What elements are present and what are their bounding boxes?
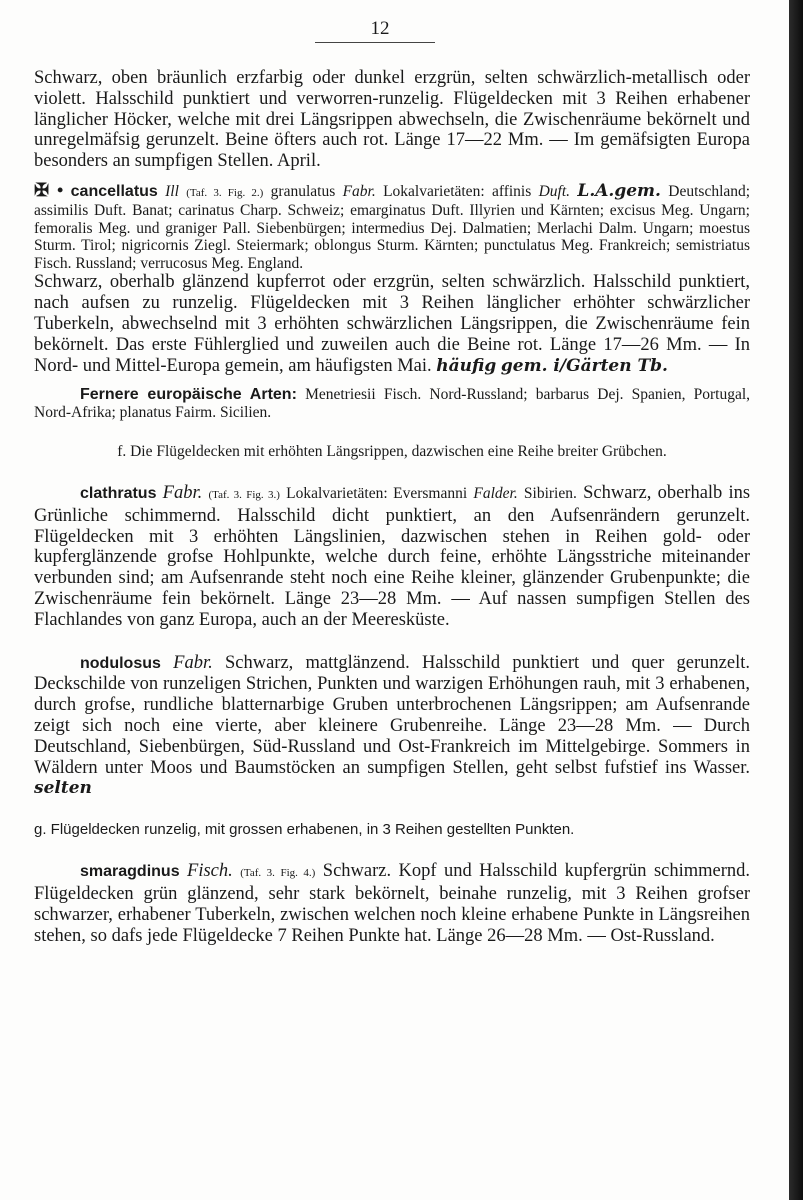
- further-species-label: Fernere europäische Arten:: [80, 386, 297, 404]
- synonym-author: Fabr.: [342, 182, 376, 200]
- entry-nodulosus: [34, 653, 750, 800]
- species-name-clathratus: clathratus: [80, 484, 157, 502]
- description: Schwarz, oberhalb ins Grünliche schimmernd. Halsschild dicht punktiert, an den Aufsenrändern gerunzelt. Flügeldecken mit 3 erhöhten Längslinien, dazwischen stehen in Reihen gold- oder kupferglänzende grofse Hohlpunkte, welche durch feine, erhöhte Längsstriche miteinander verbunden sind; am Aufsenrande steht noch eine Reihe kleiner, glänzender Grubenpunkte; die Zwischenräume fein bekörnelt. Länge 23—28 Mm. — Auf nassen sumpfigen Stellen des Flachlandes von ganz Europa, auch an der Meeresküste.: [34, 482, 751, 630]
- plate-reference: (Taf. 3. Fig. 2.): [186, 186, 264, 199]
- entry-cancellatus-head: [34, 179, 751, 273]
- entry-clathratus: [34, 483, 750, 631]
- synonym: granulatus: [270, 182, 336, 200]
- species-author: Fabr.: [162, 482, 203, 503]
- further-species: [34, 386, 750, 421]
- paragraph-intro: Schwarz, oben bräunlich erzfarbig oder dunkel erzgrün, selten schwärzlich-metallisch oder violett. Halsschild punktiert und verworren-runzelig. Flügeldecken mit 3 Reihen erhabener länglicher Höcker, welche mit drei Längsrippen abwechseln, die Zwischenräume bekörnelt und unregelmäfsig gerunzelt. Beine öfters auch rot. Länge 17—22 Mm. — Im gemäfsigten Europa besonders an sumpfigen Stellen. April.: [34, 68, 750, 172]
- further-species-text: Menetriesii Fisch. Nord-Russland; barbarus Dej. Spanien, Portugal, Nord-Afrika; planatus Fairm. Sicilien.: [34, 386, 751, 421]
- entry-smaragdinus: [34, 861, 750, 946]
- plate-reference: (Taf. 3. Fig. 4.): [240, 867, 316, 880]
- description: Schwarz, mattglänzend. Halsschild punktiert und quer gerunzelt. Deckschilde von runzeligen Strichen, Punkten und warzigen Erhöhungen rauh, mit 3 erhabenen, durch grofse, rundliche blatternarbige Gruben unterbrochenen Längsrippen; am Aufsenrande zeigt sich noch eine vierte, aber kleinere Grubenreihe. Länge 23—28 Mm. — Durch Deutschland, Siebenbürgen, Süd-Russland und Ost-Frankreich im Mittelgebirge. Sommers in Wäldern unter Moos und Baumstöcken an sumpfigen Stellen, geht selbst fufstief ins Wasser.: [34, 652, 751, 778]
- variety-place: Sibirien.: [523, 484, 577, 502]
- page-edge-shadow: [789, 0, 803, 1200]
- species-name-smaragdinus: smaragdinus: [80, 863, 180, 881]
- plate-reference: (Taf. 3. Fig. 3.): [208, 488, 280, 501]
- local-varieties-label: Lokalvarietäten: affinis: [383, 182, 532, 200]
- species-author: Fabr.: [173, 652, 213, 673]
- species-name-cancellatus: cancellatus: [70, 182, 158, 200]
- species-author: Ill: [165, 182, 179, 200]
- species-author: Fisch.: [187, 861, 233, 882]
- handwritten-note: L.A.gem.: [577, 180, 661, 201]
- varieties-list: Deutschland; assimilis Duft. Banat; carinatus Charp. Schweiz; emarginatus Duft. Illyrien und Kärnten; excisus Meg. Ungarn; femoralis Meg. und graniger Pall. Siebenbürgen; intermedius Dej. Dalmatien; Merlachi Dalm. Ungarn; moestus Sturm. Tirol; nigricornis Ziegl. Steiermark; oblongus Sturm. Kärnten; punctulatus Meg. Frankreich; semistriatus Fisch. Russland; verrucosus Meg. England.: [34, 182, 751, 272]
- entry-cancellatus-body: [34, 272, 750, 376]
- variety-author: Duft.: [538, 182, 571, 200]
- species-name-nodulosus: nodulosus: [80, 654, 161, 672]
- handwritten-note: häufig: [436, 355, 497, 376]
- local-varieties-label: Lokalvarietäten: Eversmanni: [286, 484, 468, 502]
- description: Schwarz, oberhalb glänzend kupferrot oder erzgrün, selten schwärzlich. Halsschild punktiert, nach aufsen zu runzelig. Flügeldecken mit 3 Reihen länglicher erhöhter schwärzlicher Tuberkeln, abwechselnd mit 3 erhöhten schwärzlichen Längsrippen, die Zwischenräume fein bekörnelt. Das erste Fühlerglied und zuweilen auch die Beine rot. Länge 17—26 Mm. — In Nord- und Mittel-Europa gemein, am häufigsten Mai.: [34, 272, 750, 376]
- section-heading-g: g. Flügeldecken runzelig, mit grossen erhabenen, in 3 Reihen gestellten Punkten.: [34, 821, 575, 839]
- variety-author: Falder.: [473, 484, 518, 502]
- page-number: 12: [370, 18, 390, 39]
- page-content: [34, 68, 750, 946]
- handwritten-cross-mark: ✠ •: [34, 179, 64, 200]
- section-heading-f: f. Die Flügeldecken mit erhöhten Längsrippen, dazwischen eine Reihe breiter Grübchen.: [117, 443, 667, 461]
- handwritten-note: gem. i/Gärten Tb.: [500, 355, 668, 376]
- description: Schwarz. Kopf und Halsschild kupfergrün schimmernd. Flügeldecken grün glänzend, sehr stark bekörnelt, beinahe runzelig, mit 3 Reihen grofser schwarzer, erhabener Tuberkeln, zwischen welchen noch kleine erhabene Punkte in Längsreihen stehen, so dafs jede Flügeldecke 7 Reihen Punkte hat. Länge 26—28 Mm. — Ost-Russland.: [34, 861, 751, 946]
- handwritten-note: selten: [34, 778, 92, 799]
- header-rule: [315, 42, 435, 43]
